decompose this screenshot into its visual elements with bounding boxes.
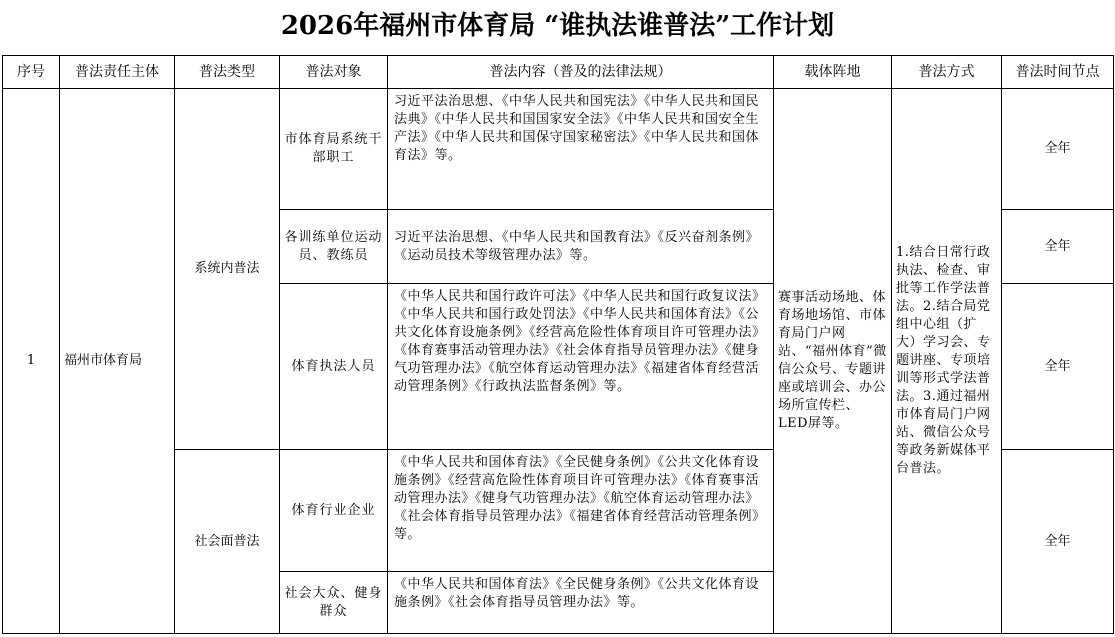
content-cell: 《中华人民共和国行政许可法》《中华人民共和国行政复议法》《中华人民共和国行政处罚法》《中华人民共和国体育法》《公共文化体育设施条例》《经营高危险性体育项目许可管理办法》《体育赛事活动管理办法》《社会体育指导员管理办法》《健身气功管理办法》《航空体育运动管理办法》《福建省体育经营活动管理条例》《行政执法监督条例》等。 [388,284,774,450]
row-subject: 福州市体育局 [60,89,175,634]
content-cell: 《中华人民共和国体育法》《全民健身条例》《公共文化体育设施条例》《社会体育指导员管理办法》等。 [388,572,774,634]
plan-table [2,55,1114,634]
content-cell: 习近平法治思想、《中华人民共和国宪法》《中华人民共和国民法典》《中华人民共和国国家安全法》《中华人民共和国安全生产法》《中华人民共和国保守国家秘密法》《中华人民共和国体育法》等。 [388,89,774,210]
header-time: 普法时间节点 [1002,56,1114,89]
row-index: 1 [3,89,60,634]
type-social: 社会面普法 [175,450,280,634]
time-cell: 全年 [1002,210,1114,284]
target-cell: 市体育局系统干部职工 [280,89,388,210]
header-subject: 普法责任主体 [60,56,175,89]
target-cell: 体育执法人员 [280,284,388,450]
table-row [3,89,1114,210]
header-carrier: 载体阵地 [774,56,892,89]
carrier-cell: 赛事活动场地、体育场地场馆、市体育局门户网站、“福州体育”微信公众号、专题讲座或培训会、办公场所宣传栏、LED屏等。 [774,89,892,634]
method-cell: 1.结合日常行政执法、检查、审批等工作学法普法。2.结合局党组中心组（扩大）学习会、专题讲座、专项培训等形式学法普法。3.通过福州市体育局门户网站、微信公众号等政务新媒体平台普法。 [892,89,1002,634]
header-method: 普法方式 [892,56,1002,89]
header-index: 序号 [3,56,60,89]
header-content: 普法内容（普及的法律法规） [388,56,774,89]
time-cell: 全年 [1002,284,1114,450]
page-title: 2026年福州市体育局 “谁执法谁普法”工作计划 [280,11,835,41]
target-cell: 社会大众、健身群众 [280,572,388,634]
content-cell: 习近平法治思想、《中华人民共和国教育法》《反兴奋剂条例》《运动员技术等级管理办法》等。 [388,210,774,284]
header-type: 普法类型 [175,56,280,89]
type-internal: 系统内普法 [175,89,280,450]
header-row [3,56,1114,89]
target-cell: 各训练单位运动员、教练员 [280,210,388,284]
target-cell: 体育行业企业 [280,450,388,572]
time-cell: 全年 [1002,450,1114,634]
header-target: 普法对象 [280,56,388,89]
time-cell: 全年 [1002,89,1114,210]
content-cell: 《中华人民共和国体育法》《全民健身条例》《公共文化体育设施条例》《经营高危险性体育项目许可管理办法》《体育赛事活动管理办法》《健身气功管理办法》《航空体育运动管理办法》《社会体育指导员管理办法》《福建省体育经营活动管理条例》等。 [388,450,774,572]
